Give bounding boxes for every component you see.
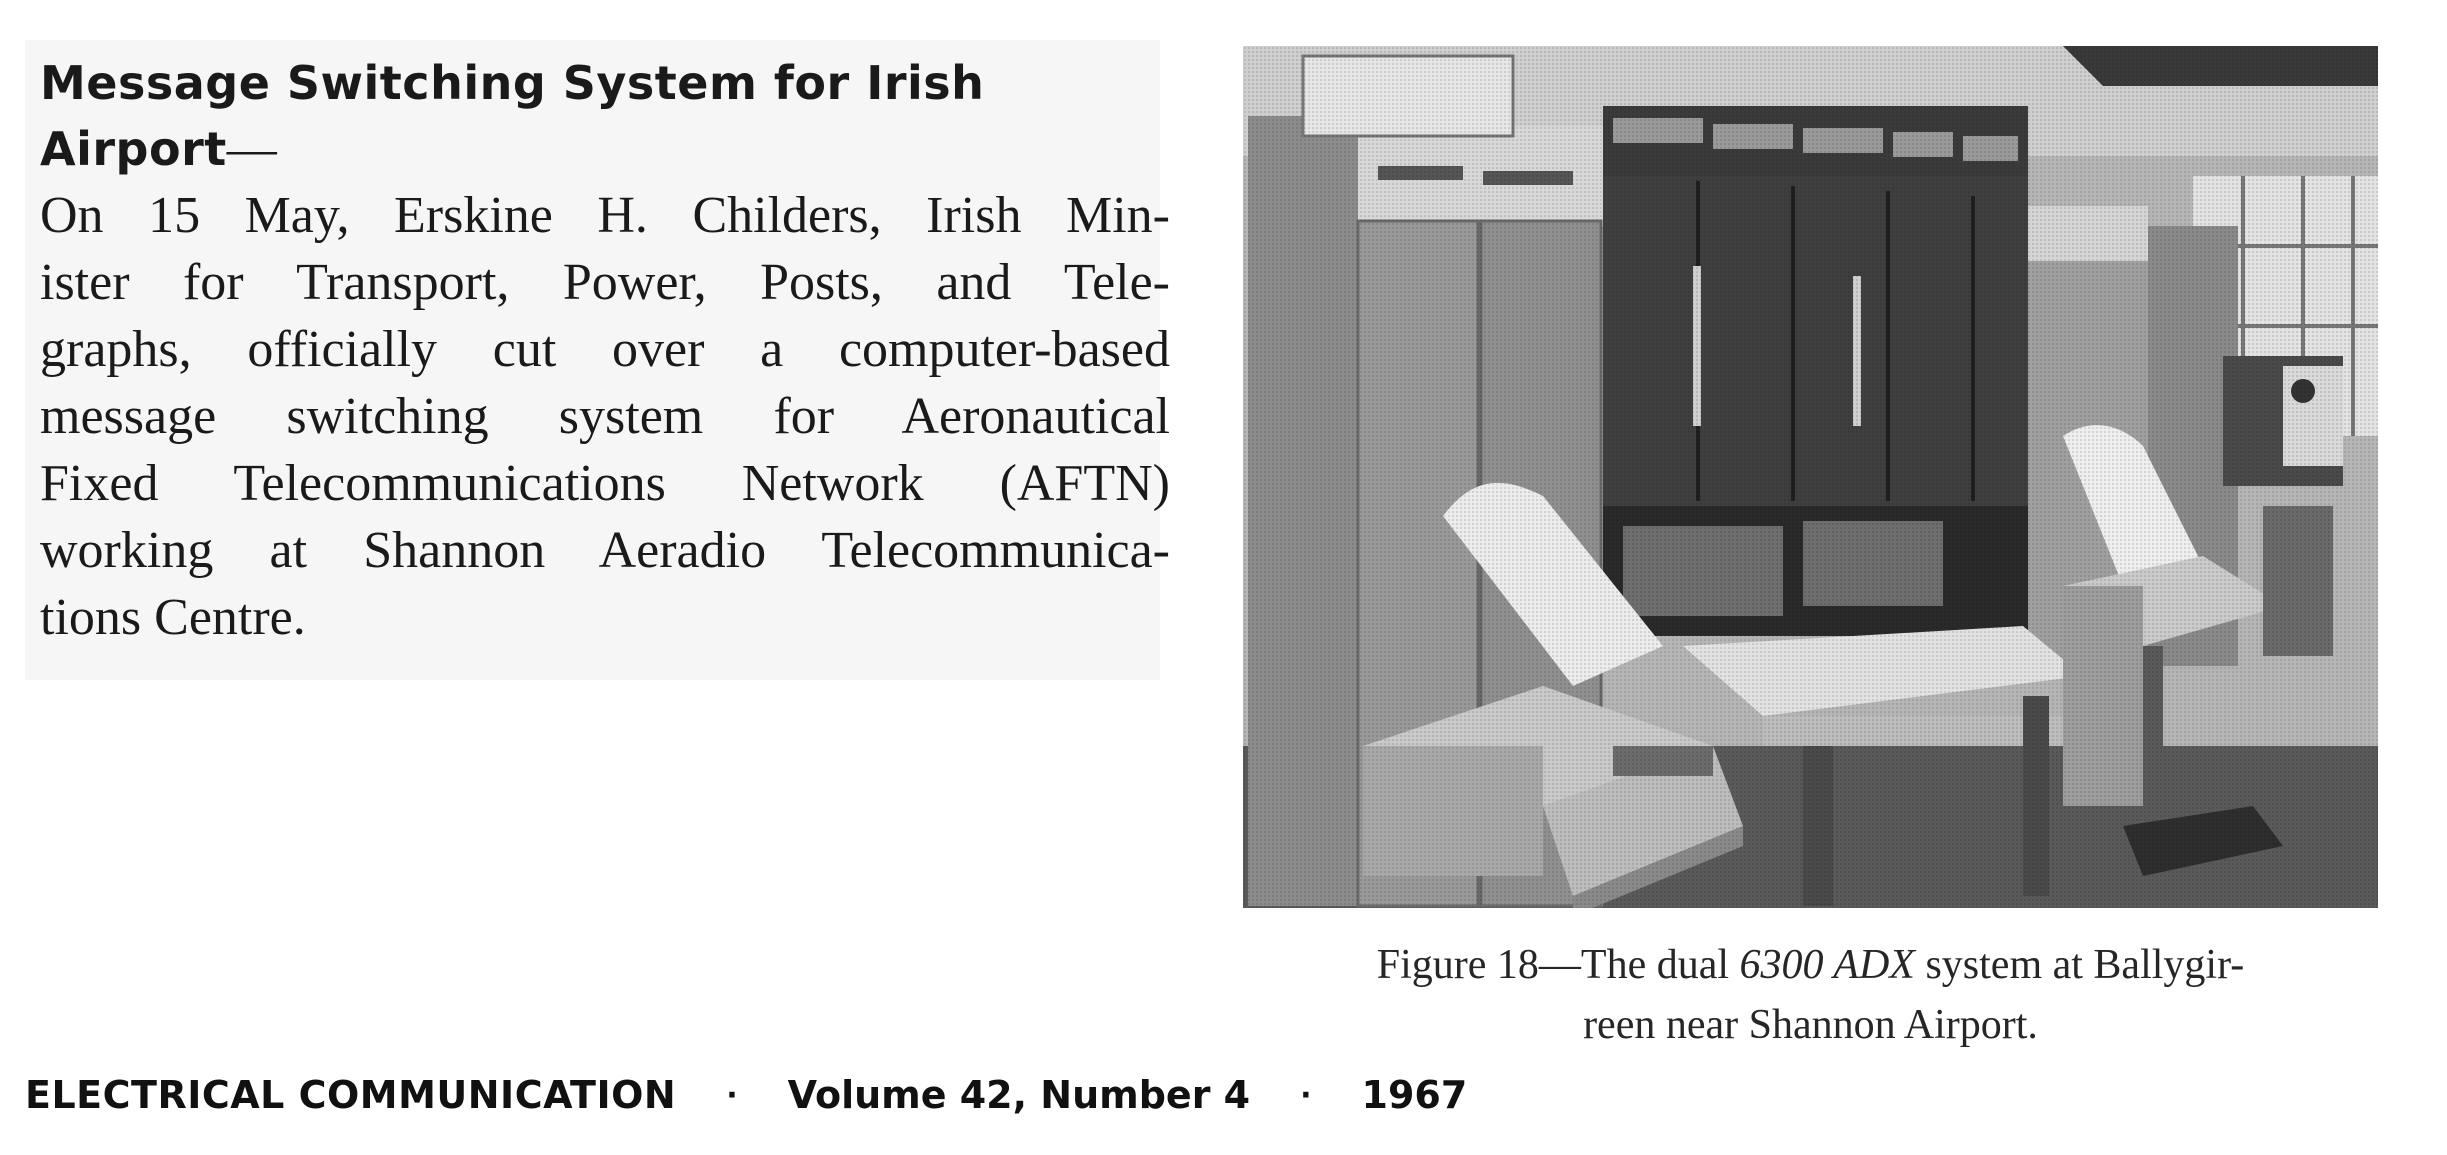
- page-footer: [25, 1060, 1467, 1130]
- caption-line-1: [1243, 935, 2378, 995]
- volume-number: Volume 42, Number 4: [787, 1073, 1251, 1117]
- headline-line: [40, 50, 1170, 182]
- body-line: graphs, officially cut over a computer-based: [40, 321, 1170, 378]
- caption-line-2: reen near Shannon Airport.: [1583, 1002, 2038, 1048]
- article: [40, 50, 1170, 651]
- footer-separator: ·: [1300, 1077, 1312, 1113]
- article-headline: Message Switching System for Irish Airport: [40, 56, 985, 176]
- footer-separator: ·: [726, 1077, 738, 1113]
- caption-system-name: 6300 ADX: [1739, 942, 1915, 988]
- body-line: On 15 May, Erskine H. Childers, Irish Min-: [40, 187, 1170, 244]
- figure-photo: [1243, 46, 2378, 908]
- headline-dash: —: [226, 120, 277, 176]
- caption-suffix: system at Ballygir-: [1914, 942, 2245, 988]
- body-line: ister for Transport, Power, Posts, and Tele-: [40, 254, 1170, 311]
- journal-name: ELECTRICAL COMMUNICATION: [25, 1073, 677, 1117]
- caption-prefix: Figure 18—The dual: [1376, 942, 1740, 988]
- body-line: message switching system for Aeronautical: [40, 388, 1170, 445]
- computer-room-photo: [1243, 46, 2378, 908]
- body-line: working at Shannon Aeradio Telecommunica-: [40, 522, 1170, 579]
- body-line: tions Centre.: [40, 589, 306, 646]
- body-line: Fixed Telecommunications Network (AFTN): [40, 455, 1170, 512]
- figure-caption: [1243, 935, 2378, 1055]
- publication-year: 1967: [1361, 1073, 1468, 1117]
- article-body: [40, 182, 1170, 651]
